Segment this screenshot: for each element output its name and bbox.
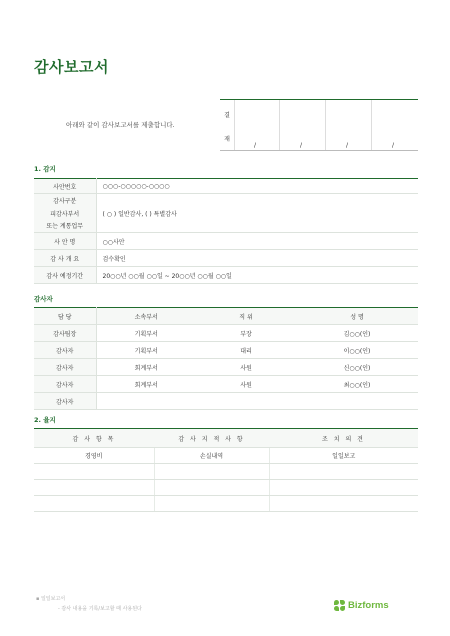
overview-table: [34, 178, 418, 284]
table-cell: [154, 464, 269, 480]
column-header: 담 당: [34, 308, 96, 325]
field-value: 20○○년 ○○월 ○○일 ~ 20○○년 ○○월 ○○일: [96, 267, 418, 284]
table-row: [34, 464, 418, 480]
table-cell: 부장: [196, 325, 296, 342]
approval-slash: /: [300, 142, 303, 149]
column-header: 직 위: [196, 308, 296, 325]
table-cell: 사원: [196, 376, 296, 393]
field-value: ( ○ ) 일반감사, ( ) 특별감사: [96, 194, 418, 233]
table-cell: 기획부서: [96, 325, 196, 342]
table-cell: 일일보고: [269, 448, 418, 464]
table-row: [34, 448, 418, 464]
table-cell: [296, 393, 418, 410]
intro-text: 아래와 같이 감사보고서를 제출합니다.: [66, 121, 175, 129]
field-label: 사안번호: [34, 179, 96, 194]
table-cell: [96, 393, 196, 410]
table-cell: 손실내역: [154, 448, 269, 464]
table-cell: [196, 393, 296, 410]
table-row: [34, 267, 418, 284]
auditors-heading: 감사자: [34, 295, 53, 303]
table-row: [34, 342, 418, 359]
approval-divider: [234, 100, 235, 150]
table-row: [34, 325, 418, 342]
approval-slash: /: [346, 142, 349, 149]
table-row: [34, 233, 418, 250]
table-cell: 감사자: [34, 359, 96, 376]
table-row: [34, 179, 418, 194]
table-cell: [154, 496, 269, 512]
approval-slash: /: [392, 142, 395, 149]
table-header-row: [34, 429, 418, 448]
table-cell: 신○○(인): [296, 359, 418, 376]
approval-label-bottom: 재: [224, 136, 230, 143]
findings-table: [34, 428, 418, 512]
table-row: [34, 250, 418, 267]
field-label: 사 안 명: [34, 233, 96, 250]
leaf-icon: [334, 600, 345, 611]
column-header: 성 명: [296, 308, 418, 325]
page-title: 감사보고서: [34, 58, 109, 76]
table-header-row: [34, 308, 418, 325]
table-row: [34, 359, 418, 376]
column-header: 소속부서: [96, 308, 196, 325]
table-cell: 사원: [196, 359, 296, 376]
table-cell: [154, 480, 269, 496]
field-label: 감사 예정기간: [34, 267, 96, 284]
bizforms-logo: [334, 600, 389, 611]
footer-note-title: ▪ 일일보고서: [36, 596, 66, 602]
section1-heading: 1. 감지: [34, 165, 56, 173]
field-label: 피감사부서: [34, 207, 96, 220]
table-cell: 경영비: [34, 448, 154, 464]
table-cell: [34, 480, 154, 496]
table-cell: 회계부서: [96, 359, 196, 376]
field-label: 감 사 개 요: [34, 250, 96, 267]
table-cell: 감사자: [34, 342, 96, 359]
field-value: ○○○-○○○○○-○○○○: [96, 179, 418, 194]
table-cell: [269, 480, 418, 496]
table-row: [34, 393, 418, 410]
logo-text: Bizforms: [348, 600, 389, 611]
auditors-table: [34, 307, 418, 410]
approval-divider: [371, 100, 372, 150]
table-cell: [269, 496, 418, 512]
table-cell: 회계부서: [96, 376, 196, 393]
approval-label-top: 결: [224, 112, 230, 119]
footer-note-text: - 감사 내용을 기록/보고할 때 사용된다: [58, 606, 142, 612]
table-row: [34, 480, 418, 496]
field-value: 검수확인: [96, 250, 418, 267]
field-label: 감사구분: [34, 194, 96, 207]
table-cell: 감사팀장: [34, 325, 96, 342]
approval-box: [220, 99, 418, 151]
table-cell: 김○○(인): [296, 325, 418, 342]
field-value: ○○사안: [96, 233, 418, 250]
table-cell: [269, 464, 418, 480]
table-row: [34, 194, 418, 207]
column-header: 감 사 지 적 사 항: [154, 429, 269, 448]
table-cell: 기획부서: [96, 342, 196, 359]
table-row: [34, 496, 418, 512]
approval-divider: [325, 100, 326, 150]
table-row: [34, 376, 418, 393]
table-cell: 이○○(인): [296, 342, 418, 359]
table-cell: 감사자: [34, 376, 96, 393]
table-cell: [34, 464, 154, 480]
table-cell: [34, 496, 154, 512]
column-header: 감 사 항 목: [34, 429, 154, 448]
approval-slash: /: [254, 142, 257, 149]
approval-divider: [279, 100, 280, 150]
field-label: 또는 계통업무: [34, 220, 96, 233]
table-cell: 대리: [196, 342, 296, 359]
table-cell: 감사자: [34, 393, 96, 410]
column-header: 조 치 의 견: [269, 429, 418, 448]
table-cell: 최○○(인): [296, 376, 418, 393]
section2-heading: 2. 율지: [34, 416, 56, 424]
